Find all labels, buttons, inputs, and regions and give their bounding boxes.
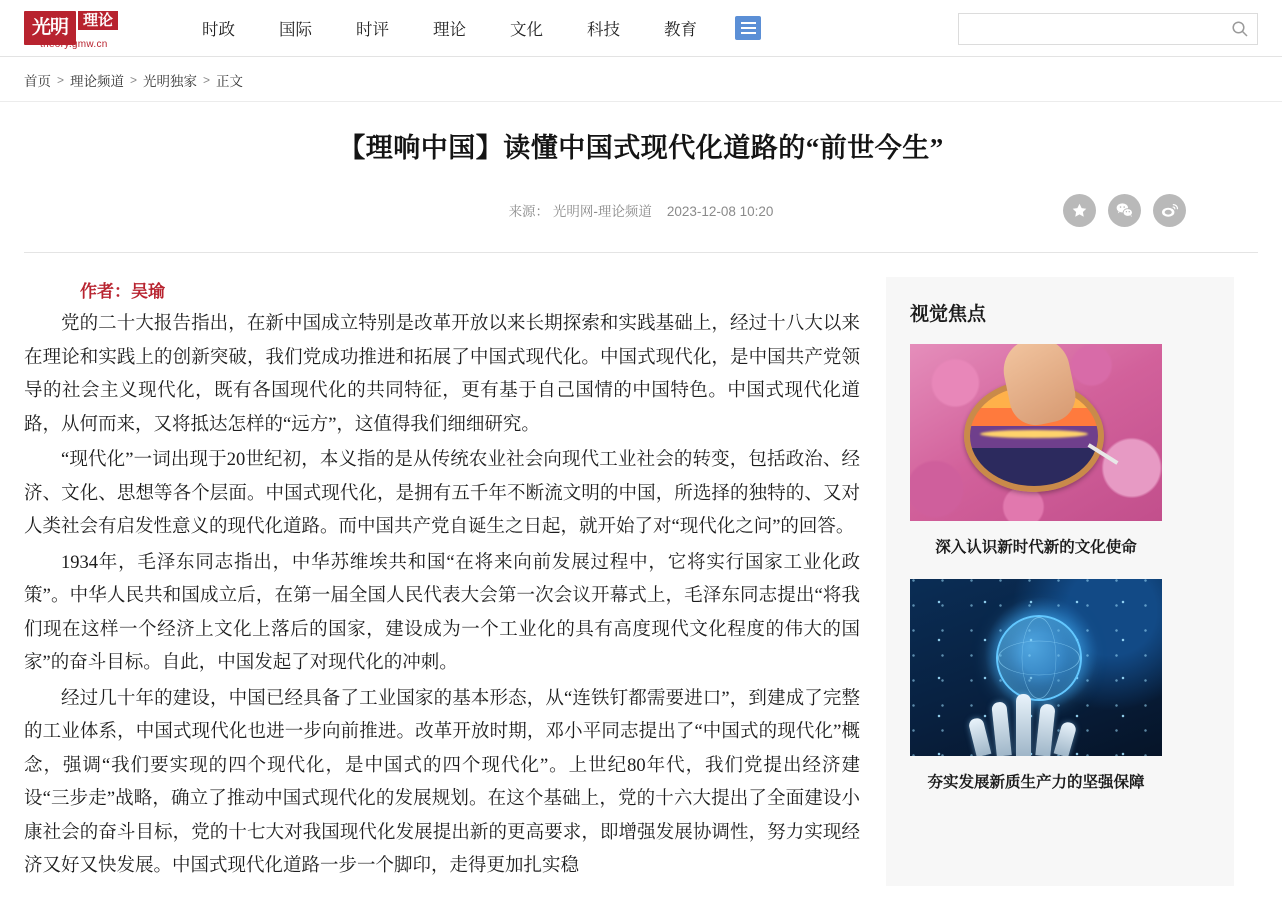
list-item[interactable] [910,344,1210,557]
main-nav [180,16,761,40]
nav-item-0[interactable]: 时政 [202,21,235,39]
logo-mark: 光明 [24,11,76,45]
technology-photo[interactable] [910,579,1162,756]
nav-item-5[interactable]: 科技 [587,21,620,39]
share-buttons [1063,194,1186,227]
weibo-icon[interactable] [1153,194,1186,227]
menu-line [741,32,756,34]
site-header [0,0,1282,57]
article-header [0,102,1282,238]
publish-datetime: 2023-12-08 10:20 [666,204,774,219]
robot-finger [1035,703,1055,756]
menu-line [741,22,756,24]
article-meta-row [120,194,1162,238]
breadcrumb-separator: > [57,73,65,87]
page-title: 【理响中国】读懂中国式现代化道路的“前世今生” [338,133,944,163]
nav-item-2[interactable]: 时评 [356,21,389,39]
sidebar [886,277,1234,886]
logo-subtitle: 理论 [78,11,118,30]
search-icon[interactable] [1223,14,1257,44]
hamburger-menu-icon[interactable] [735,16,761,40]
robot-finger [968,717,992,756]
article-meta [120,194,1162,220]
menu-line [741,27,756,29]
source-label: 来源： [508,204,550,219]
nav-item-6[interactable]: 教育 [664,21,697,39]
article-paragraph: 1934年，毛泽东同志指出，中华苏维埃共和国“在将来向前发展过程中，它将实行国家工业化政策”。中华人民共和国成立后，在第一届全国人民代表大会第一次会议开幕式上，毛泽东同志提出“将我们现在这样一个经济上文化上落后的国家，建设成为一个工业化的具有高度现代文化程度的伟大的国家”的奋斗目标。自此，中国发起了对现代化的冲刺。 [24,552,860,673]
page-content [0,253,1282,886]
search-input[interactable] [959,14,1223,44]
breadcrumb-separator: > [130,73,138,87]
focus-caption[interactable]: 夯实发展新质生产力的坚强保障 [927,774,1145,791]
article-paragraph: 党的二十大报告指出，在新中国成立特别是改革开放以来长期探索和实践基础上，经过十八大以来在理论和实践上的创新突破，我们党成功推进和拓展了中国式现代化。中国式现代化，是中国共产党领导的社会主义现代化，既有各国现代化的共同特征，更有基于自己国情的中国特色。中国式现代化道路，从何而来，又将抵达怎样的“远方”，这值得我们细细研究。 [24,314,860,435]
article-author: 作者：吴瑜 [80,282,165,301]
breadcrumb-item-1[interactable]: 理论频道 [70,74,125,89]
logo-url: theory.gmw.cn [40,39,108,50]
robotic-hand-shape [968,682,1088,756]
list-item[interactable] [910,579,1210,792]
breadcrumb [0,57,1282,102]
article-body [24,253,860,886]
search-box[interactable] [958,13,1258,45]
sidebar-title: 视觉焦点 [910,304,987,325]
nav-item-3[interactable]: 理论 [433,21,466,39]
article-paragraph: “现代化”一词出现于20世纪初，本义指的是从传统农业社会向现代工业社会的转变，包括政治、经济、文化、思想等各个层面。中国式现代化，是拥有五千年不断流文明的中国，所选择的独特的、又对人类社会有启发性意义的现代化道路。而中国共产党自诞生之日起，就开始了对“现代化之问”的回答。 [24,450,860,537]
article-paragraph: 经过几十年的建设，中国已经具备了工业国家的基本形态，从“连铁钉都需要进口”，到建成了完整的工业体系，中国式现代化也进一步向前推进。改革开放时期，邓小平同志提出了“中国式的现代化”概念，强调“我们要实现的四个现代化，是中国式的四个现代化”。上世纪80年代，我们党提出经济建设“三步走”战略，确立了推动中国式现代化的发展规划。在这个基础上，党的十六大提出了全面建设小康社会的奋斗目标，党的十七大对我国现代化发展提出新的更高要求，即增强发展协调性，努力实现经济又好又快发展。中国式现代化道路一步一个脚印，走得更加扎实稳 [24,688,860,876]
breadcrumb-separator: > [203,73,211,87]
robot-finger [1016,694,1031,756]
wechat-icon[interactable] [1108,194,1141,227]
source-name: 光明网-理论频道 [552,204,652,219]
robot-finger [1054,721,1078,756]
robot-finger [991,701,1012,756]
nav-item-4[interactable]: 文化 [510,21,543,39]
embroidery-photo[interactable] [910,344,1162,521]
nav-item-1[interactable]: 国际 [279,21,312,39]
breadcrumb-item-0[interactable]: 首页 [24,74,51,89]
breadcrumb-item-3: 正文 [216,74,244,89]
focus-caption[interactable]: 深入认识新时代新的文化使命 [935,539,1137,556]
favorite-icon[interactable] [1063,194,1096,227]
breadcrumb-item-2[interactable]: 光明独家 [143,74,198,89]
